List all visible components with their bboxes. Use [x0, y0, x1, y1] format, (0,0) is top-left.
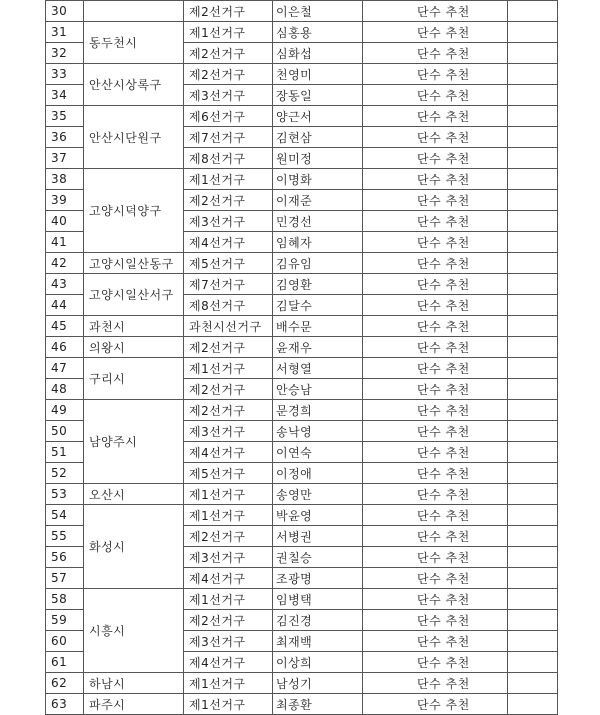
empty-cell	[508, 127, 558, 148]
candidate-name: 심홍용	[273, 22, 363, 43]
empty-cell	[508, 85, 558, 106]
candidate-name: 배수문	[273, 316, 363, 337]
empty-cell	[508, 232, 558, 253]
district-cell: 제5선거구	[184, 463, 273, 484]
table-row	[46, 253, 558, 274]
district-cell: 과천시선거구	[184, 316, 273, 337]
empty-cell	[508, 337, 558, 358]
district-cell: 제4선거구	[184, 652, 273, 673]
row-number: 30	[46, 1, 84, 22]
empty-cell	[508, 169, 558, 190]
table-row	[46, 337, 558, 358]
table-row	[46, 22, 558, 43]
candidate-name: 최종환	[273, 694, 363, 715]
table-row	[46, 274, 558, 295]
empty-cell	[508, 274, 558, 295]
row-number: 48	[46, 379, 84, 400]
region-cell: 남양주시	[84, 400, 184, 484]
candidate-name: 이정애	[273, 463, 363, 484]
region-cell: 안산시상록구	[84, 64, 184, 106]
candidate-name: 최재백	[273, 631, 363, 652]
candidate-name: 조광명	[273, 568, 363, 589]
candidate-name: 원미정	[273, 148, 363, 169]
empty-cell	[508, 1, 558, 22]
nomination-type: 단수 추천	[363, 379, 508, 400]
table-row	[46, 106, 558, 127]
region-cell: 오산시	[84, 484, 184, 505]
row-number: 63	[46, 694, 84, 715]
nomination-type: 단수 추천	[363, 127, 508, 148]
empty-cell	[508, 106, 558, 127]
candidate-name: 이은철	[273, 1, 363, 22]
empty-cell	[508, 253, 558, 274]
nomination-type: 단수 추천	[363, 295, 508, 316]
nomination-type: 단수 추천	[363, 505, 508, 526]
table-row	[46, 316, 558, 337]
district-cell: 제8선거구	[184, 148, 273, 169]
candidate-table-sheet	[45, 0, 558, 715]
region-cell: 의왕시	[84, 337, 184, 358]
row-number: 43	[46, 274, 84, 295]
region-cell: 고양시덕양구	[84, 169, 184, 253]
empty-cell	[508, 64, 558, 85]
region-cell: 화성시	[84, 505, 184, 589]
table-row	[46, 694, 558, 715]
empty-cell	[508, 190, 558, 211]
district-cell: 제3선거구	[184, 631, 273, 652]
row-number: 45	[46, 316, 84, 337]
table-row	[46, 1, 558, 22]
empty-cell	[508, 295, 558, 316]
row-number: 55	[46, 526, 84, 547]
empty-cell	[508, 148, 558, 169]
empty-cell	[508, 694, 558, 715]
row-number: 31	[46, 22, 84, 43]
candidate-name: 서병권	[273, 526, 363, 547]
empty-cell	[508, 631, 558, 652]
candidate-name: 김현삼	[273, 127, 363, 148]
row-number: 50	[46, 421, 84, 442]
candidate-name: 장동일	[273, 85, 363, 106]
empty-cell	[508, 421, 558, 442]
nomination-type: 단수 추천	[363, 190, 508, 211]
district-cell: 제2선거구	[184, 64, 273, 85]
empty-cell	[508, 673, 558, 694]
district-cell: 제4선거구	[184, 568, 273, 589]
district-cell: 제1선거구	[184, 169, 273, 190]
row-number: 38	[46, 169, 84, 190]
row-number: 32	[46, 43, 84, 64]
candidate-name: 박윤영	[273, 505, 363, 526]
empty-cell	[508, 505, 558, 526]
empty-cell	[508, 463, 558, 484]
district-cell: 제2선거구	[184, 610, 273, 631]
row-number: 47	[46, 358, 84, 379]
candidate-name: 김진경	[273, 610, 363, 631]
region-cell: 과천시	[84, 316, 184, 337]
district-cell: 제2선거구	[184, 526, 273, 547]
district-cell: 제7선거구	[184, 274, 273, 295]
candidate-name: 이명화	[273, 169, 363, 190]
empty-cell	[508, 400, 558, 421]
nomination-type: 단수 추천	[363, 463, 508, 484]
candidate-name: 김영환	[273, 274, 363, 295]
nomination-type: 단수 추천	[363, 358, 508, 379]
row-number: 58	[46, 589, 84, 610]
nomination-type: 단수 추천	[363, 253, 508, 274]
nomination-type: 단수 추천	[363, 43, 508, 64]
row-number: 57	[46, 568, 84, 589]
row-number: 53	[46, 484, 84, 505]
empty-cell	[508, 652, 558, 673]
nomination-type: 단수 추천	[363, 148, 508, 169]
nomination-type: 단수 추천	[363, 274, 508, 295]
district-cell: 제2선거구	[184, 1, 273, 22]
nomination-type: 단수 추천	[363, 610, 508, 631]
table-row	[46, 589, 558, 610]
empty-cell	[508, 589, 558, 610]
empty-cell	[508, 43, 558, 64]
candidate-name: 양근서	[273, 106, 363, 127]
district-cell: 제8선거구	[184, 295, 273, 316]
nomination-type: 단수 추천	[363, 442, 508, 463]
district-cell: 제3선거구	[184, 211, 273, 232]
district-cell: 제2선거구	[184, 400, 273, 421]
district-cell: 제3선거구	[184, 547, 273, 568]
district-cell: 제2선거구	[184, 190, 273, 211]
district-cell: 제6선거구	[184, 106, 273, 127]
empty-cell	[508, 22, 558, 43]
district-cell: 제2선거구	[184, 43, 273, 64]
empty-cell	[508, 610, 558, 631]
district-cell: 제5선거구	[184, 253, 273, 274]
region-cell: 동두천시	[84, 22, 184, 64]
district-cell: 제1선거구	[184, 673, 273, 694]
nomination-type: 단수 추천	[363, 421, 508, 442]
nomination-type: 단수 추천	[363, 589, 508, 610]
nomination-type: 단수 추천	[363, 484, 508, 505]
empty-cell	[508, 442, 558, 463]
nomination-type: 단수 추천	[363, 85, 508, 106]
district-cell: 제2선거구	[184, 379, 273, 400]
district-cell: 제7선거구	[184, 127, 273, 148]
candidate-name: 남성기	[273, 673, 363, 694]
nomination-type: 단수 추천	[363, 631, 508, 652]
district-cell: 제1선거구	[184, 505, 273, 526]
candidate-name: 문경희	[273, 400, 363, 421]
candidate-name: 김유임	[273, 253, 363, 274]
empty-cell	[508, 526, 558, 547]
candidate-name: 임병택	[273, 589, 363, 610]
candidate-name: 심화섭	[273, 43, 363, 64]
district-cell: 제1선거구	[184, 484, 273, 505]
candidate-name: 김달수	[273, 295, 363, 316]
table-row	[46, 673, 558, 694]
nomination-type: 단수 추천	[363, 316, 508, 337]
nomination-type: 단수 추천	[363, 106, 508, 127]
empty-cell	[508, 547, 558, 568]
nomination-type: 단수 추천	[363, 169, 508, 190]
row-number: 59	[46, 610, 84, 631]
district-cell: 제3선거구	[184, 421, 273, 442]
empty-cell	[508, 484, 558, 505]
row-number: 42	[46, 253, 84, 274]
row-number: 34	[46, 85, 84, 106]
table-row	[46, 505, 558, 526]
table-row	[46, 169, 558, 190]
nomination-type: 단수 추천	[363, 526, 508, 547]
row-number: 41	[46, 232, 84, 253]
nomination-type: 단수 추천	[363, 547, 508, 568]
empty-cell	[508, 358, 558, 379]
row-number: 37	[46, 148, 84, 169]
candidate-table	[45, 0, 558, 715]
nomination-type: 단수 추천	[363, 673, 508, 694]
row-number: 46	[46, 337, 84, 358]
row-number: 36	[46, 127, 84, 148]
row-number: 49	[46, 400, 84, 421]
empty-cell	[508, 316, 558, 337]
row-number: 61	[46, 652, 84, 673]
row-number: 52	[46, 463, 84, 484]
table-row	[46, 484, 558, 505]
row-number: 33	[46, 64, 84, 85]
empty-cell	[508, 568, 558, 589]
district-cell: 제1선거구	[184, 22, 273, 43]
nomination-type: 단수 추천	[363, 568, 508, 589]
candidate-name: 안승남	[273, 379, 363, 400]
row-number: 44	[46, 295, 84, 316]
nomination-type: 단수 추천	[363, 694, 508, 715]
nomination-type: 단수 추천	[363, 211, 508, 232]
district-cell: 제1선거구	[184, 694, 273, 715]
region-cell: 고양시일산서구	[84, 274, 184, 316]
nomination-type: 단수 추천	[363, 337, 508, 358]
row-number: 54	[46, 505, 84, 526]
nomination-type: 단수 추천	[363, 22, 508, 43]
nomination-type: 단수 추천	[363, 64, 508, 85]
candidate-name: 서형열	[273, 358, 363, 379]
candidate-name: 천영미	[273, 64, 363, 85]
candidate-name: 송낙영	[273, 421, 363, 442]
district-cell: 제3선거구	[184, 85, 273, 106]
region-cell: 고양시일산동구	[84, 253, 184, 274]
row-number: 39	[46, 190, 84, 211]
region-cell: 구리시	[84, 358, 184, 400]
candidate-name: 이재준	[273, 190, 363, 211]
nomination-type: 단수 추천	[363, 1, 508, 22]
region-cell	[84, 1, 184, 22]
candidate-name: 민경선	[273, 211, 363, 232]
region-cell: 파주시	[84, 694, 184, 715]
row-number: 56	[46, 547, 84, 568]
region-cell: 시흥시	[84, 589, 184, 673]
table-row	[46, 358, 558, 379]
row-number: 60	[46, 631, 84, 652]
district-cell: 제4선거구	[184, 442, 273, 463]
region-cell: 안산시단원구	[84, 106, 184, 169]
nomination-type: 단수 추천	[363, 232, 508, 253]
empty-cell	[508, 379, 558, 400]
candidate-name: 송영만	[273, 484, 363, 505]
candidate-name: 이상희	[273, 652, 363, 673]
district-cell: 제1선거구	[184, 358, 273, 379]
candidate-name: 이연숙	[273, 442, 363, 463]
candidate-name: 임혜자	[273, 232, 363, 253]
district-cell: 제4선거구	[184, 232, 273, 253]
region-cell: 하남시	[84, 673, 184, 694]
table-row	[46, 64, 558, 85]
row-number: 35	[46, 106, 84, 127]
district-cell: 제2선거구	[184, 337, 273, 358]
row-number: 40	[46, 211, 84, 232]
district-cell: 제1선거구	[184, 589, 273, 610]
row-number: 51	[46, 442, 84, 463]
nomination-type: 단수 추천	[363, 652, 508, 673]
row-number: 62	[46, 673, 84, 694]
candidate-name: 윤재우	[273, 337, 363, 358]
table-row	[46, 400, 558, 421]
nomination-type: 단수 추천	[363, 400, 508, 421]
empty-cell	[508, 211, 558, 232]
candidate-name: 권칠승	[273, 547, 363, 568]
